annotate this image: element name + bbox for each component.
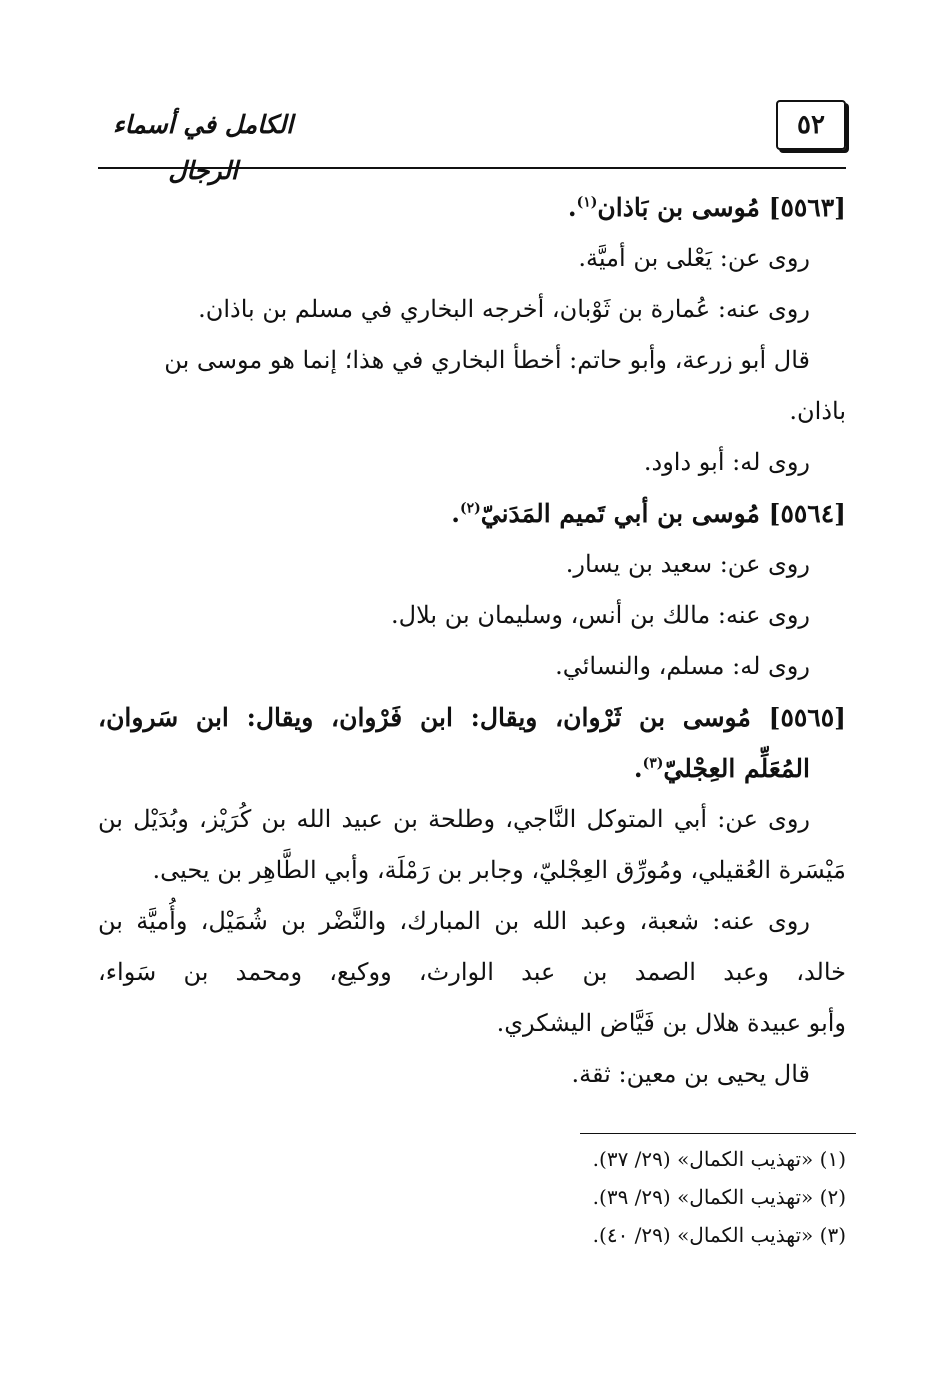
text-line: قال يحيى بن معين: ثقة. [571,1060,810,1088]
text-line: خالد، وعبد الصمد بن عبد الوارث، ووكيع، ومحمد بن سَواء، [98,958,846,986]
footnote-ref: (٢) [459,500,481,517]
text-line: روى عنه: شعبة، وعبد الله بن المبارك، والنَّضْر بن شُمَيْل، وأُميَّة بن [98,907,810,935]
page-body [98,182,846,1100]
text-line: روى له: مسلم، والنسائي. [555,652,810,680]
footnote-divider [580,1133,856,1134]
footnote-1: (١) «تهذيب الكمال» (٢٩/ ٣٧). [592,1147,846,1171]
text-line: روى عن: يَعْلى بن أميَّة. [578,244,810,272]
text-line: باذان. [789,397,846,425]
footnotes [500,1140,846,1254]
text-line: روى عن: سعيد بن يسار. [565,550,810,578]
text-line: روى عن: أبي المتوكل النَّاجي، وطلحة بن عبيد الله بن كُرَيْز، وبُدَيْل بن [98,805,810,833]
text-line: روى عنه: عُمارة بن ثَوْبان، أخرجه البخاري في مسلم بن باذان. [198,295,810,323]
text-line: مَيْسَرة العُقيلي، ومُورِّق العِجْليّ، وجابر بن رَمْلَة، وأبي الطَّاهِر بن يحيى. [152,856,846,884]
page-header [98,100,846,185]
text-line: قال أبو زرعة، وأبو حاتم: أخطأ البخاري في هذا؛ إنما هو موسى بن [164,346,810,374]
footnote-ref: (٣) [642,755,664,772]
entry-heading-5565-cont: المُعَلِّم العِجْليّ$^{(٣)}$. [633,754,810,783]
header-divider [98,167,846,169]
page-number: ٥٢ [776,100,846,150]
text-line: روى عنه: مالك بن أنس، وسليمان بن بلال. [391,601,810,629]
text-line: وأبو عبيدة هلال بن فَيَّاض اليشكري. [496,1009,846,1037]
text-line: روى له: أبو داود. [643,448,810,476]
entry-heading-5565: [٥٥٦٥] مُوسى بن ثَرْوان، ويقال: ابن فَرْوان، ويقال: ابن سَروان، [98,703,846,732]
entry-heading-5564: [٥٥٦٤] مُوسى بن أبي تَميم المَدَنيّ$^{(٢)}$. [451,499,846,528]
book-title: الكامل في أسماء الرجال [112,110,294,185]
footnote-3: (٣) «تهذيب الكمال» (٢٩/ ٤٠). [592,1223,846,1247]
entry-heading-5563: [٥٥٦٣] مُوسى بن بَاذان$^{(١)}$. [567,193,846,222]
footnote-ref: (١) [576,194,598,211]
footnote-2: (٢) «تهذيب الكمال» (٢٩/ ٣٩). [592,1185,846,1209]
